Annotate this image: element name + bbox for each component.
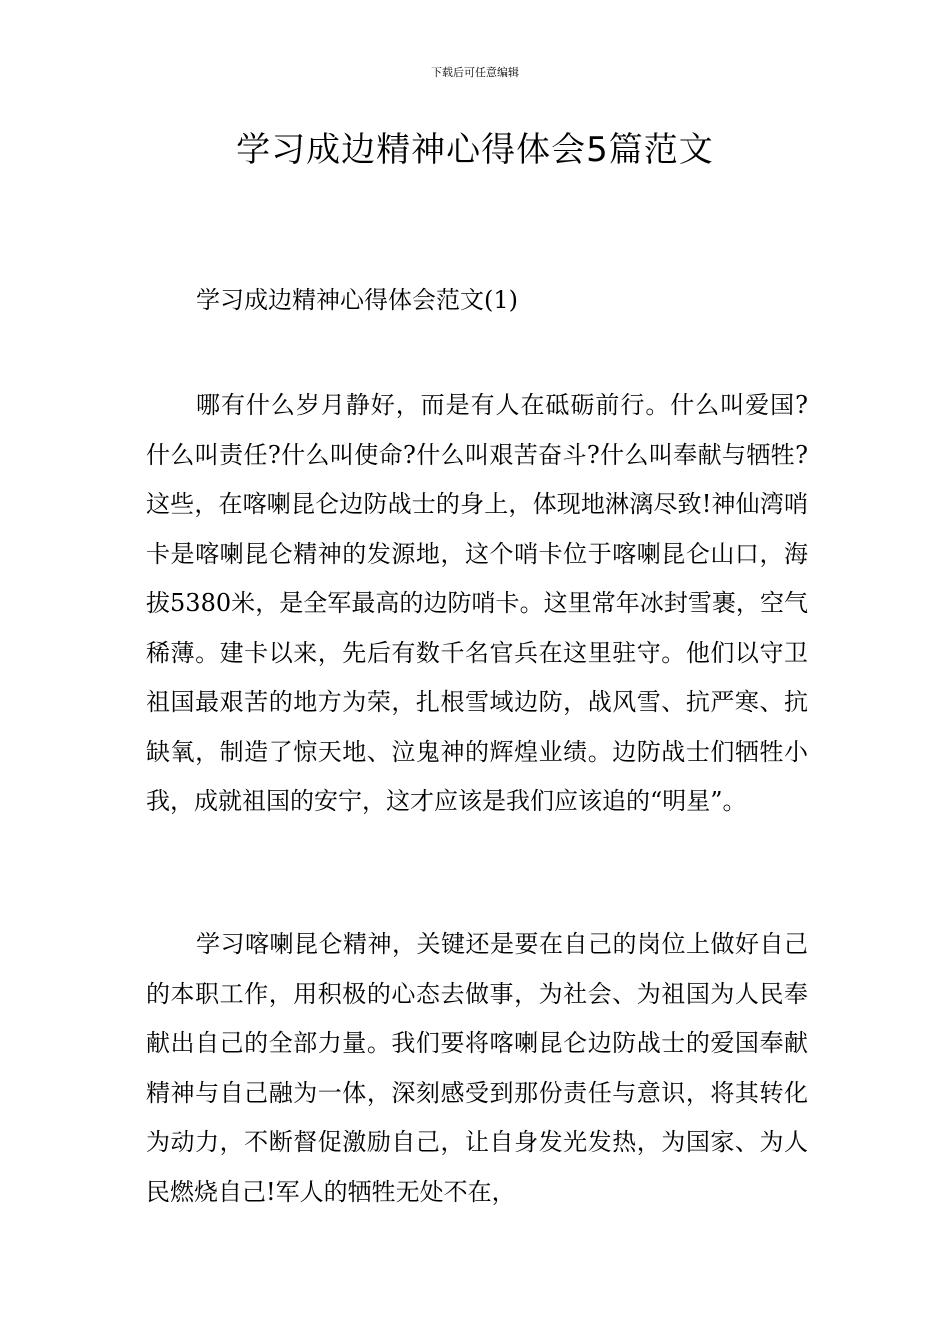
body-paragraph: 学习喀喇昆仑精神，关键还是要在自己的岗位上做好自己的本职工作，用积极的心态去做事，为社会、为祖国为人民奉献出自己的全部力量。我们要将喀喇昆仑边防战士的爱国奉献精神与自己融为一体，深刻感受到那份责任与意识，将其转化为动力，不断督促激励自己，让自身发光发热，为国家、为人民燃烧自己!军人的牺牲无处不在， [146, 930, 808, 1206]
body-paragraph: 哪有什么岁月静好，而是有人在砥砺前行。什么叫爱国?什么叫责任?什么叫使命?什么叫艰苦奋斗?什么叫奉献与牺牲?这些，在喀喇昆仑边防战士的身上，体现地淋漓尽致!神仙湾哨卡是喀喇昆仑精神的发源地，这个哨卡位于喀喇昆仑山口，海拔5380米，是全军最高的边防哨卡。这里常年冰封雪裹，空气稀薄。建卡以来，先后有数千名官兵在这里驻守。他们以守卫祖国最艰苦的地方为荣，扎根雪域边防，战风雪、抗严寒、抗缺氧，制造了惊天地、泣鬼神的辉煌业绩。边防战士们牺牲小我，成就祖国的安宁，这才应该是我们应该追的“明星”。 [146, 391, 808, 815]
document-title: 学习成边精神心得体会5篇范文 [236, 130, 714, 170]
header-note: 下载后可任意编辑 [431, 66, 519, 79]
section-heading: 学习成边精神心得体会范文(1) [196, 286, 518, 314]
